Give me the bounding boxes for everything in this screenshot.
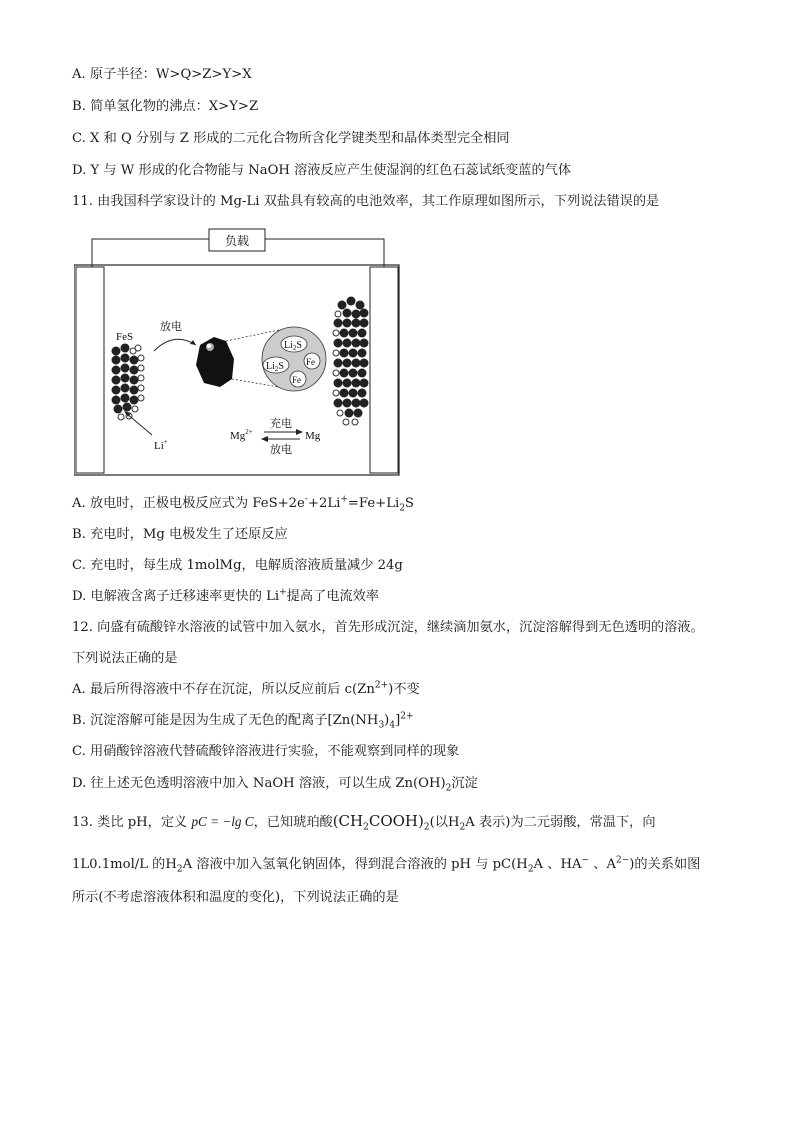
q10-option-d: D. Y 与 W 形成的化合物能与 NaOH 溶液反应产生使湿润的红色石蕊试纸变蓝的气体 xyxy=(72,163,572,178)
discharge-arrow-top xyxy=(154,339,196,351)
mg-particles xyxy=(333,297,369,426)
left-electrode xyxy=(76,267,104,473)
q10-option-b: B. 简单氢化物的沸点：X>Y>Z xyxy=(72,99,259,114)
fes-label: FeS xyxy=(116,331,134,343)
q12-stem-line2: 下列说法正确的是 xyxy=(72,651,178,666)
svg-text:Fe: Fe xyxy=(306,357,315,367)
discharge-label-top: 放电 xyxy=(160,321,182,333)
q10-option-a: A. 原子半径：W>Q>Z>Y>X xyxy=(72,67,252,82)
q12-option-a: A. 最后所得溶液中不存在沉淀，所以反应前后 $c(Zn^{2+})$不变 xyxy=(72,680,420,697)
q12-stem-line1: 12. 向盛有硫酸锌水溶液的试管中加入氨水，首先形成沉淀，继续滴加氨水，沉淀溶解得到无色透明的溶液。 xyxy=(72,620,704,635)
fes-particles xyxy=(112,344,145,421)
svg-text:Li2S: $Li_2S$ xyxy=(284,340,302,352)
mg-ion-label: $Mg^{2+}$ xyxy=(230,428,253,442)
charge-label: 充电 xyxy=(270,418,292,430)
cathode-particle xyxy=(196,337,234,387)
q13-stem-line3: 所示(不考虑溶液体积和温度的变化)，下列说法正确的是 xyxy=(72,890,399,905)
right-electrode xyxy=(370,267,398,473)
q12-option-d: D. 往上述无色透明溶液中加入 NaOH 溶液，可以生成 $Zn(OH)_2$沉淀 xyxy=(72,776,478,794)
q12-option-b: B. 沉淀溶解可能是因为生成了无色的配离子$[Zn(NH_3)_4]^{2+}$ xyxy=(72,711,414,731)
q13-stem-line1: 13. 类比 pH，定义 pC = −lg C，已知琥珀酸$(CH_2COOH)_2$(以$H_2A$ 表示)为二元弱酸，常温下，向 xyxy=(72,812,656,833)
external-wire xyxy=(92,239,209,267)
q11-option-b: B. 充电时，Mg 电极发生了还原反应 xyxy=(72,527,288,542)
battery-diagram xyxy=(74,227,400,477)
mg-label: Mg xyxy=(305,430,321,442)
q11-option-a: A. 放电时，正极电极反应式为 $FeS+2e^-+2Li^+=Fe+Li_2S$ xyxy=(72,494,414,514)
q12-option-c: C. 用硝酸锌溶液代替硫酸锌溶液进行实验，不能观察到同样的现象 xyxy=(72,744,460,759)
q11-stem: 11. 由我国科学家设计的 Mg-Li 双盐具有较高的电池效率，其工作原理如图所示，下列说法错误的是 xyxy=(72,194,660,209)
q13-stem-line2: 1L0.1mol/L 的$H_2A$ 溶液中加入氢氧化钠固体，得到混合溶液的 pH 与 $pC(H_2A$ 、HA− 、$A^{2-}$)的关系如图 xyxy=(72,855,701,875)
load-label: 负载 xyxy=(224,234,250,248)
svg-text:Li2S: $Li_2S$ xyxy=(266,361,284,373)
q11-option-c: C. 充电时，每生成 1molMg，电解质溶液质量减少 24g xyxy=(72,558,403,573)
svg-text:Fe: Fe xyxy=(292,375,301,385)
q11-option-d: D. 电解液含离子迁移速率更快的 Li+提高了电流效率 xyxy=(72,587,379,604)
discharge-label-bottom: 放电 xyxy=(270,444,292,456)
q10-option-c: C. X 和 Q 分别与 Z 形成的二元化合物所含化学键类型和晶体类型完全相同 xyxy=(72,131,510,146)
li-ion-label: Li+ xyxy=(154,438,168,452)
